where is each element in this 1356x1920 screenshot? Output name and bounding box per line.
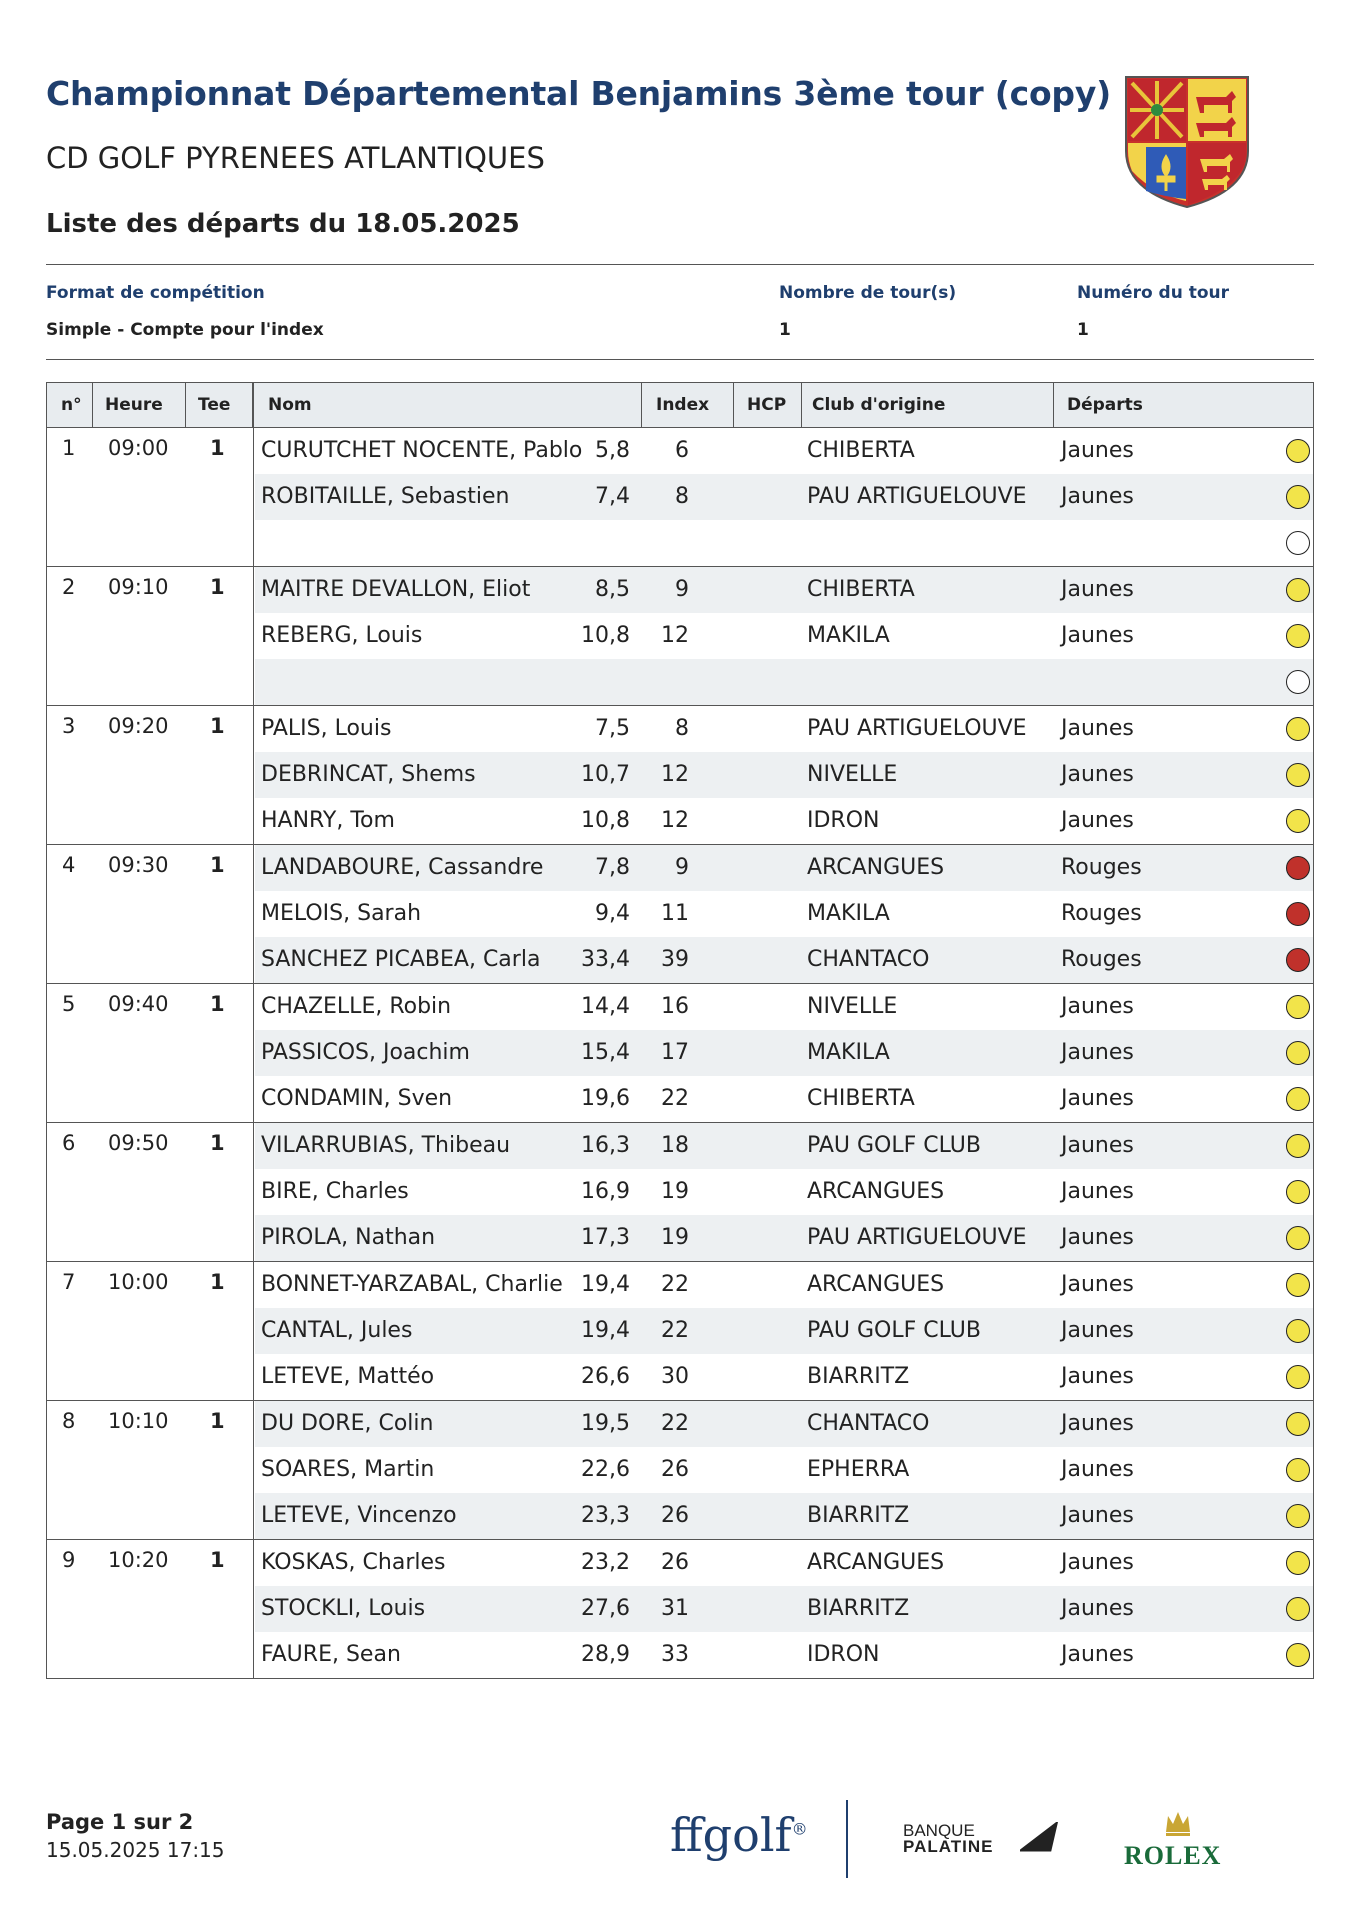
table-header (47, 383, 1313, 428)
player-index: 15,4 (581, 1040, 630, 1065)
player-departs: Jaunes (1061, 1550, 1134, 1575)
player-index: 16,9 (581, 1179, 630, 1204)
player-name: PASSICOS, Joachim (261, 1040, 470, 1065)
player-name: REBERG, Louis (261, 623, 423, 648)
player-name: SANCHEZ PICABEA, Carla (261, 947, 541, 972)
player-name: LETEVE, Vincenzo (261, 1503, 457, 1528)
group-number: 9 (62, 1548, 76, 1572)
player-index: 7,5 (595, 716, 630, 741)
tee-color-dot (1286, 670, 1310, 694)
player-hcp: 16 (661, 994, 689, 1019)
banque-palatine-logo (903, 1823, 993, 1855)
player-name: LANDABOURE, Cassandre (261, 855, 544, 880)
col-header-departs: Départs (1053, 383, 1143, 427)
ffgolf-logo-text: ffgolf (670, 1808, 792, 1862)
column-separator (253, 567, 254, 705)
player-name: PALIS, Louis (261, 716, 392, 741)
player-hcp: 17 (661, 1040, 689, 1065)
player-hcp: 12 (661, 623, 689, 648)
table-row (255, 1586, 1313, 1632)
group-time: 09:40 (108, 992, 169, 1016)
tee-color-dot (1286, 578, 1310, 602)
player-hcp: 22 (661, 1272, 689, 1297)
tee-color-dot (1286, 1226, 1310, 1250)
tee-color-dot (1286, 948, 1310, 972)
tee-group (47, 567, 1313, 706)
player-club: ARCANGUES (807, 1179, 945, 1204)
player-departs: Jaunes (1061, 1086, 1134, 1111)
group-time: 10:10 (108, 1409, 169, 1433)
player-hcp: 31 (661, 1596, 689, 1621)
player-index: 10,8 (581, 808, 630, 833)
logo-divider (846, 1800, 848, 1878)
player-index: 10,8 (581, 623, 630, 648)
player-departs: Jaunes (1061, 1179, 1134, 1204)
player-index: 14,4 (581, 994, 630, 1019)
player-name: ROBITAILLE, Sebastien (261, 484, 510, 509)
player-hcp: 9 (675, 577, 689, 602)
player-hcp: 6 (675, 438, 689, 463)
tee-color-dot (1286, 1643, 1310, 1667)
group-time: 09:20 (108, 714, 169, 738)
player-club: BIARRITZ (807, 1503, 910, 1528)
player-club: CHIBERTA (807, 1086, 915, 1111)
player-name: BONNET-YARZABAL, Charlie (261, 1272, 563, 1297)
player-index: 9,4 (595, 901, 630, 926)
table-row (255, 798, 1313, 844)
player-index: 19,5 (581, 1411, 630, 1436)
group-tee: 1 (210, 1270, 225, 1294)
rolex-logo: ROLEX (1124, 1841, 1222, 1870)
table-row (255, 1447, 1313, 1493)
list-title: Liste des départs du 18.05.2025 (46, 209, 520, 239)
group-number: 8 (62, 1409, 76, 1433)
player-departs: Jaunes (1061, 1503, 1134, 1528)
col-header-hcp: HCP (733, 383, 786, 427)
player-name: STOCKLI, Louis (261, 1596, 426, 1621)
table-row (255, 1076, 1313, 1122)
player-index: 7,8 (595, 855, 630, 880)
table-row (255, 520, 1313, 566)
player-name: LETEVE, Mattéo (261, 1364, 435, 1389)
group-tee: 1 (210, 436, 225, 460)
player-hcp: 9 (675, 855, 689, 880)
page-number: Page 1 sur 2 (46, 1810, 194, 1834)
player-hcp: 8 (675, 716, 689, 741)
table-row (255, 984, 1313, 1030)
group-tee: 1 (210, 1131, 225, 1155)
crown-icon (1163, 1808, 1193, 1838)
player-name: BIRE, Charles (261, 1179, 409, 1204)
column-separator (253, 1540, 254, 1678)
player-departs: Jaunes (1061, 1642, 1134, 1667)
col-header-index: Index (641, 383, 709, 427)
column-separator (253, 1262, 254, 1400)
group-time: 10:20 (108, 1548, 169, 1572)
player-departs: Rouges (1061, 855, 1142, 880)
tee-color-dot (1286, 1041, 1310, 1065)
player-club: MAKILA (807, 901, 890, 926)
player-departs: Jaunes (1061, 438, 1134, 463)
player-club: MAKILA (807, 623, 890, 648)
player-index: 23,2 (581, 1550, 630, 1575)
group-time: 09:10 (108, 575, 169, 599)
tee-color-dot (1286, 1087, 1310, 1111)
table-row (255, 1262, 1313, 1308)
table-row (255, 428, 1313, 474)
player-departs: Jaunes (1061, 1411, 1134, 1436)
group-number: 7 (62, 1270, 76, 1294)
table-row (255, 1540, 1313, 1586)
player-club: BIARRITZ (807, 1596, 910, 1621)
player-index: 19,4 (581, 1318, 630, 1343)
round-number-label: Numéro du tour (1077, 283, 1230, 303)
group-time: 10:00 (108, 1270, 169, 1294)
organizer-name: CD GOLF PYRENEES ATLANTIQUES (46, 141, 545, 175)
player-index: 22,6 (581, 1457, 630, 1482)
tee-group (47, 1401, 1313, 1540)
tee-group (47, 1540, 1313, 1678)
player-club: IDRON (807, 808, 880, 833)
group-time: 09:30 (108, 853, 169, 877)
player-hcp: 26 (661, 1503, 689, 1528)
group-tee: 1 (210, 714, 225, 738)
player-hcp: 19 (661, 1225, 689, 1250)
group-tee: 1 (210, 992, 225, 1016)
player-departs: Jaunes (1061, 1133, 1134, 1158)
tee-color-dot (1286, 763, 1310, 787)
player-club: PAU ARTIGUELOUVE (807, 484, 1027, 509)
table-row (255, 613, 1313, 659)
tee-color-dot (1286, 1365, 1310, 1389)
player-club: ARCANGUES (807, 1272, 945, 1297)
player-departs: Jaunes (1061, 716, 1134, 741)
column-separator (253, 1401, 254, 1539)
tee-color-dot (1286, 1134, 1310, 1158)
player-departs: Rouges (1061, 901, 1142, 926)
player-name: KOSKAS, Charles (261, 1550, 446, 1575)
coat-of-arms-icon (1122, 73, 1252, 211)
player-name: PIROLA, Nathan (261, 1225, 436, 1250)
player-name: CHAZELLE, Robin (261, 994, 452, 1019)
rounds-label: Nombre de tour(s) (779, 283, 957, 303)
player-name: HANRY, Tom (261, 808, 395, 833)
group-tee: 1 (210, 853, 225, 877)
tee-color-dot (1286, 1458, 1310, 1482)
group-number: 6 (62, 1131, 76, 1155)
round-number-value: 1 (1077, 320, 1089, 340)
tee-color-dot (1286, 902, 1310, 926)
format-label: Format de compétition (46, 283, 265, 303)
player-name: MAITRE DEVALLON, Eliot (261, 577, 531, 602)
column-separator (253, 706, 254, 844)
player-departs: Jaunes (1061, 484, 1134, 509)
group-number: 1 (62, 436, 76, 460)
player-club: CHIBERTA (807, 577, 915, 602)
tee-color-dot (1286, 1504, 1310, 1528)
player-club: EPHERRA (807, 1457, 910, 1482)
player-index: 16,3 (581, 1133, 630, 1158)
tee-group (47, 1123, 1313, 1262)
player-index: 5,8 (595, 438, 630, 463)
player-hcp: 11 (661, 901, 689, 926)
player-departs: Jaunes (1061, 623, 1134, 648)
column-separator (253, 845, 254, 983)
group-number: 4 (62, 853, 76, 877)
rounds-value: 1 (779, 320, 791, 340)
column-separator (253, 1123, 254, 1261)
group-tee: 1 (210, 1409, 225, 1433)
player-index: 17,3 (581, 1225, 630, 1250)
player-index: 27,6 (581, 1596, 630, 1621)
table-body (47, 428, 1313, 1678)
player-hcp: 22 (661, 1318, 689, 1343)
player-club: BIARRITZ (807, 1364, 910, 1389)
player-index: 28,9 (581, 1642, 630, 1667)
player-name: DEBRINCAT, Shems (261, 762, 476, 787)
player-hcp: 33 (661, 1642, 689, 1667)
player-hcp: 22 (661, 1411, 689, 1436)
player-name: CANTAL, Jules (261, 1318, 413, 1343)
tee-color-dot (1286, 809, 1310, 833)
player-hcp: 39 (661, 947, 689, 972)
table-row (255, 1215, 1313, 1261)
table-row (255, 474, 1313, 520)
player-index: 10,7 (581, 762, 630, 787)
player-departs: Jaunes (1061, 762, 1134, 787)
print-timestamp: 15.05.2025 17:15 (46, 1838, 225, 1862)
column-separator (253, 428, 254, 566)
page-title: Championnat Départemental Benjamins 3ème tour (copy) (46, 74, 1112, 113)
player-index: 33,4 (581, 947, 630, 972)
format-value: Simple - Compte pour l'index (46, 320, 324, 340)
table-row (255, 567, 1313, 613)
player-departs: Jaunes (1061, 1457, 1134, 1482)
tee-group (47, 1262, 1313, 1401)
table-row (255, 1632, 1313, 1678)
group-time: 09:00 (108, 436, 169, 460)
group-number: 5 (62, 992, 76, 1016)
player-club: NIVELLE (807, 994, 898, 1019)
player-hcp: 8 (675, 484, 689, 509)
player-hcp: 22 (661, 1086, 689, 1111)
table-row (255, 937, 1313, 983)
player-index: 19,4 (581, 1272, 630, 1297)
tee-color-dot (1286, 1180, 1310, 1204)
player-club: PAU ARTIGUELOUVE (807, 1225, 1027, 1250)
player-departs: Jaunes (1061, 1225, 1134, 1250)
player-club: ARCANGUES (807, 855, 945, 880)
player-index: 19,6 (581, 1086, 630, 1111)
player-departs: Jaunes (1061, 1272, 1134, 1297)
table-row (255, 659, 1313, 705)
table-row (255, 1123, 1313, 1169)
tee-color-dot (1286, 439, 1310, 463)
tee-color-dot (1286, 717, 1310, 741)
table-row (255, 845, 1313, 891)
col-header-time: Heure (92, 383, 163, 427)
table-row (255, 1354, 1313, 1400)
player-departs: Jaunes (1061, 808, 1134, 833)
player-name: DU DORE, Colin (261, 1411, 434, 1436)
tee-color-dot (1286, 624, 1310, 648)
player-club: PAU GOLF CLUB (807, 1318, 981, 1343)
player-departs: Jaunes (1061, 994, 1134, 1019)
group-tee: 1 (210, 575, 225, 599)
player-hcp: 26 (661, 1550, 689, 1575)
banque-palatine-line1: BANQUE (903, 1821, 975, 1840)
player-hcp: 12 (661, 762, 689, 787)
ffgolf-logo (670, 1808, 808, 1862)
banque-palatine-line2: PALATINE (903, 1837, 994, 1856)
tee-times-table (46, 382, 1314, 1679)
tee-color-dot (1286, 531, 1310, 555)
player-hcp: 30 (661, 1364, 689, 1389)
player-name: MELOIS, Sarah (261, 901, 422, 926)
col-header-number: n° (61, 395, 82, 415)
tee-color-dot (1286, 995, 1310, 1019)
col-header-club: Club d'origine (801, 383, 945, 427)
registered-mark: ® (791, 1819, 808, 1839)
table-row (255, 706, 1313, 752)
table-row (255, 1308, 1313, 1354)
group-number: 2 (62, 575, 76, 599)
player-club: ARCANGUES (807, 1550, 945, 1575)
tee-color-dot (1286, 1319, 1310, 1343)
tee-color-dot (1286, 1597, 1310, 1621)
player-hcp: 12 (661, 808, 689, 833)
player-index: 26,6 (581, 1364, 630, 1389)
table-row (255, 1030, 1313, 1076)
player-club: MAKILA (807, 1040, 890, 1065)
player-name: VILARRUBIAS, Thibeau (261, 1133, 511, 1158)
player-club: CHANTACO (807, 947, 930, 972)
tee-group (47, 706, 1313, 845)
tee-color-dot (1286, 1551, 1310, 1575)
table-row (255, 1401, 1313, 1447)
tee-color-dot (1286, 1273, 1310, 1297)
player-hcp: 18 (661, 1133, 689, 1158)
player-club: PAU GOLF CLUB (807, 1133, 981, 1158)
col-header-tee: Tee (185, 383, 230, 427)
player-name: CONDAMIN, Sven (261, 1086, 453, 1111)
player-hcp: 26 (661, 1457, 689, 1482)
group-tee: 1 (210, 1548, 225, 1572)
group-time: 09:50 (108, 1131, 169, 1155)
divider (46, 264, 1314, 265)
player-departs: Jaunes (1061, 1596, 1134, 1621)
tee-color-dot (1286, 856, 1310, 880)
col-header-name: Nom (252, 383, 312, 427)
player-club: PAU ARTIGUELOUVE (807, 716, 1027, 741)
player-name: CURUTCHET NOCENTE, Pablo (261, 438, 583, 463)
player-club: CHIBERTA (807, 438, 915, 463)
player-club: CHANTACO (807, 1411, 930, 1436)
player-departs: Rouges (1061, 947, 1142, 972)
player-club: IDRON (807, 1642, 880, 1667)
tee-group (47, 984, 1313, 1123)
table-row (255, 891, 1313, 937)
table-row (255, 752, 1313, 798)
player-name: SOARES, Martin (261, 1457, 435, 1482)
group-number: 3 (62, 714, 76, 738)
tee-group (47, 428, 1313, 567)
table-row (255, 1169, 1313, 1215)
player-departs: Jaunes (1061, 1040, 1134, 1065)
tee-color-dot (1286, 485, 1310, 509)
player-index: 23,3 (581, 1503, 630, 1528)
player-departs: Jaunes (1061, 577, 1134, 602)
player-departs: Jaunes (1061, 1318, 1134, 1343)
divider (46, 359, 1314, 360)
player-departs: Jaunes (1061, 1364, 1134, 1389)
column-separator (253, 984, 254, 1122)
player-index: 8,5 (595, 577, 630, 602)
player-index: 7,4 (595, 484, 630, 509)
sail-icon (1020, 1822, 1060, 1852)
tee-group (47, 845, 1313, 984)
table-row (255, 1493, 1313, 1539)
tee-color-dot (1286, 1412, 1310, 1436)
player-name: FAURE, Sean (261, 1642, 401, 1667)
player-club: NIVELLE (807, 762, 898, 787)
player-hcp: 19 (661, 1179, 689, 1204)
